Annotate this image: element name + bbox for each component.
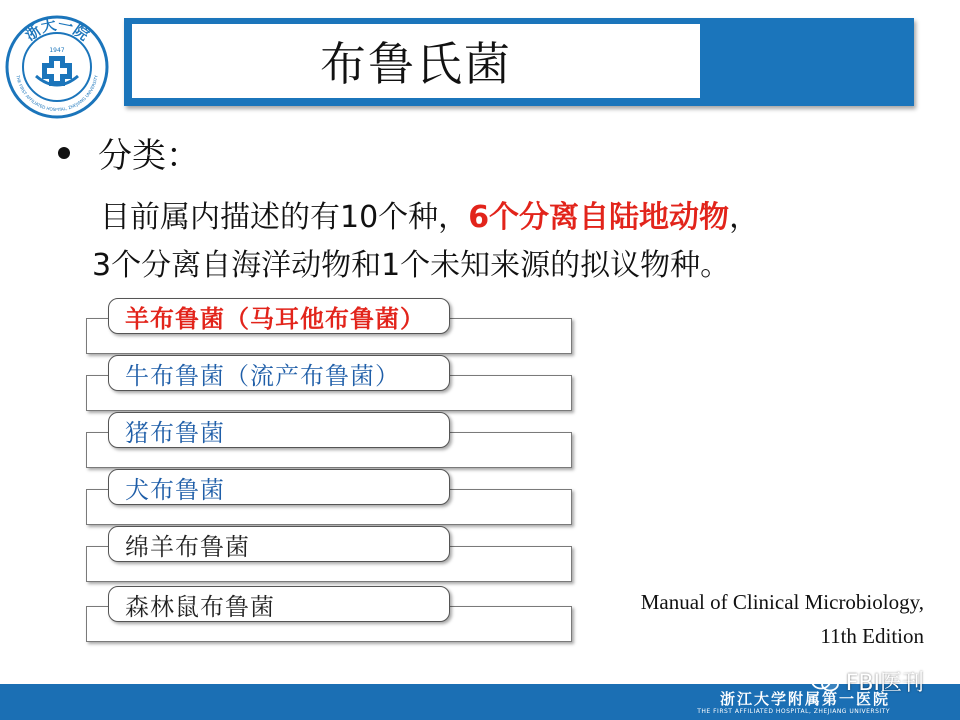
species-label: 羊布鲁菌（马耳他布鲁菌） (108, 298, 450, 334)
bullet-heading (58, 128, 200, 177)
title-bar (124, 18, 914, 106)
species-label: 绵羊布鲁菌 (108, 526, 450, 562)
watermark-text: FBI医刊 (845, 671, 924, 696)
hospital-seal-icon (4, 14, 110, 120)
species-label: 猪布鲁菌 (108, 412, 450, 448)
reference-line-2: 11th Edition (820, 624, 924, 648)
species-item (86, 526, 572, 584)
logo-year: 1947 (49, 47, 65, 54)
bullet-text: 分类： (98, 136, 200, 176)
species-item (86, 298, 572, 356)
bullet-dot-icon (58, 147, 70, 159)
footer-hospital-name: 浙江大学附属第一医院 (719, 690, 890, 708)
species-item (86, 586, 572, 644)
page-title: 布鲁氏菌 (132, 24, 700, 98)
species-label: 牛布鲁菌（流产布鲁菌） (108, 355, 450, 391)
species-item (86, 412, 572, 470)
paragraph-line-1-normal: 目前属内描述的有10个种， (100, 200, 469, 235)
paragraph-line-1 (100, 192, 759, 236)
species-label: 森林鼠布鲁菌 (108, 586, 450, 622)
species-item (86, 355, 572, 413)
species-item (86, 469, 572, 527)
paragraph-line-1-end: ， (729, 200, 760, 235)
logo-text-top: 浙大一院 (21, 15, 93, 45)
footer-hospital-en: THE FIRST AFFILIATED HOSPITAL, ZHEJIANG UNIVERSITY (697, 708, 890, 715)
hospital-logo (4, 14, 110, 120)
watermark (810, 666, 924, 697)
logo-text-bottom: THE FIRST AFFILIATED HOSPITAL, ZHEJIANG UNIVERSITY (15, 74, 99, 113)
wechat-icon (810, 671, 840, 693)
reference-line-1: Manual of Clinical Microbiology, (640, 590, 924, 614)
paragraph-line-1-highlight: 6个分离自陆地动物 (468, 200, 730, 235)
paragraph-line-2: 3个分离自海洋动物和1个未知来源的拟议物种。 (92, 248, 731, 283)
species-label: 犬布鲁菌 (108, 469, 450, 505)
